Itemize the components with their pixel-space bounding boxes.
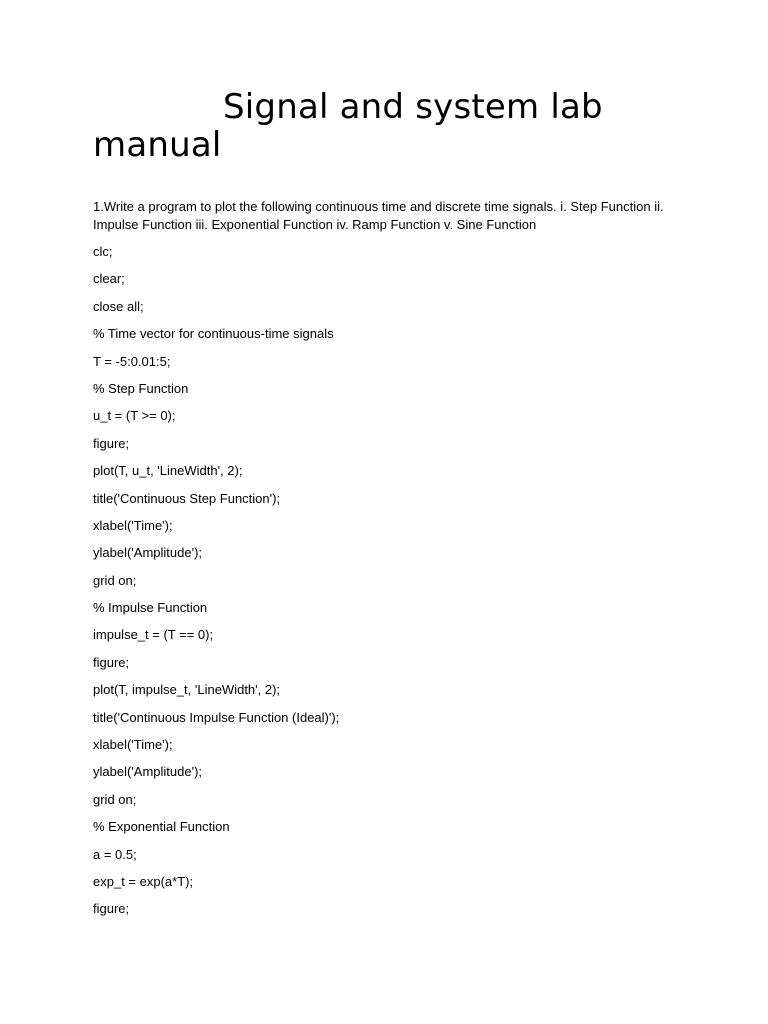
code-line: plot(T, u_t, 'LineWidth', 2);	[93, 463, 243, 479]
code-line: clc;	[93, 244, 113, 259]
code-line: ylabel('Amplitude');	[93, 545, 203, 561]
code-line: xlabel('Time');	[93, 737, 173, 753]
code-line: grid on;	[93, 572, 137, 588]
code-line: a = 0.5;	[93, 846, 137, 862]
page-title: Signal and system lab manual	[93, 87, 603, 165]
code-line: u_t = (T >= 0);	[93, 408, 176, 424]
code-line: plot(T, impulse_t, 'LineWidth', 2);	[93, 682, 281, 698]
code-line: ylabel('Amplitude');	[93, 764, 203, 780]
code-line: xlabel('Time');	[93, 517, 173, 533]
code-line: figure;	[93, 435, 130, 451]
code-line: % Time vector for continuous-time signals	[93, 326, 334, 342]
question-text: 1.Write a program to plot the following continuous time and discrete time signals. i. Step Function ii. Impulse Function iii. Exponential Function iv. Ramp Function v. Sine Function	[93, 199, 664, 232]
code-line: title('Continuous Step Function');	[93, 490, 281, 506]
code-line: title('Continuous Impulse Function (Ideal)');	[93, 709, 340, 725]
code-line: % Impulse Function	[93, 600, 208, 616]
code-line: exp_t = exp(a*T);	[93, 873, 194, 889]
code-line: figure;	[93, 654, 130, 670]
code-line: clear;	[93, 271, 125, 287]
code-line: T = -5:0.01:5;	[93, 353, 171, 369]
code-line: impulse_t = (T == 0);	[93, 627, 214, 643]
code-line: grid on;	[93, 791, 137, 807]
code-line: % Step Function	[93, 380, 189, 396]
code-listing	[93, 243, 693, 928]
code-line: figure;	[93, 901, 130, 917]
code-line: close all;	[93, 298, 144, 314]
code-line: % Exponential Function	[93, 819, 230, 835]
